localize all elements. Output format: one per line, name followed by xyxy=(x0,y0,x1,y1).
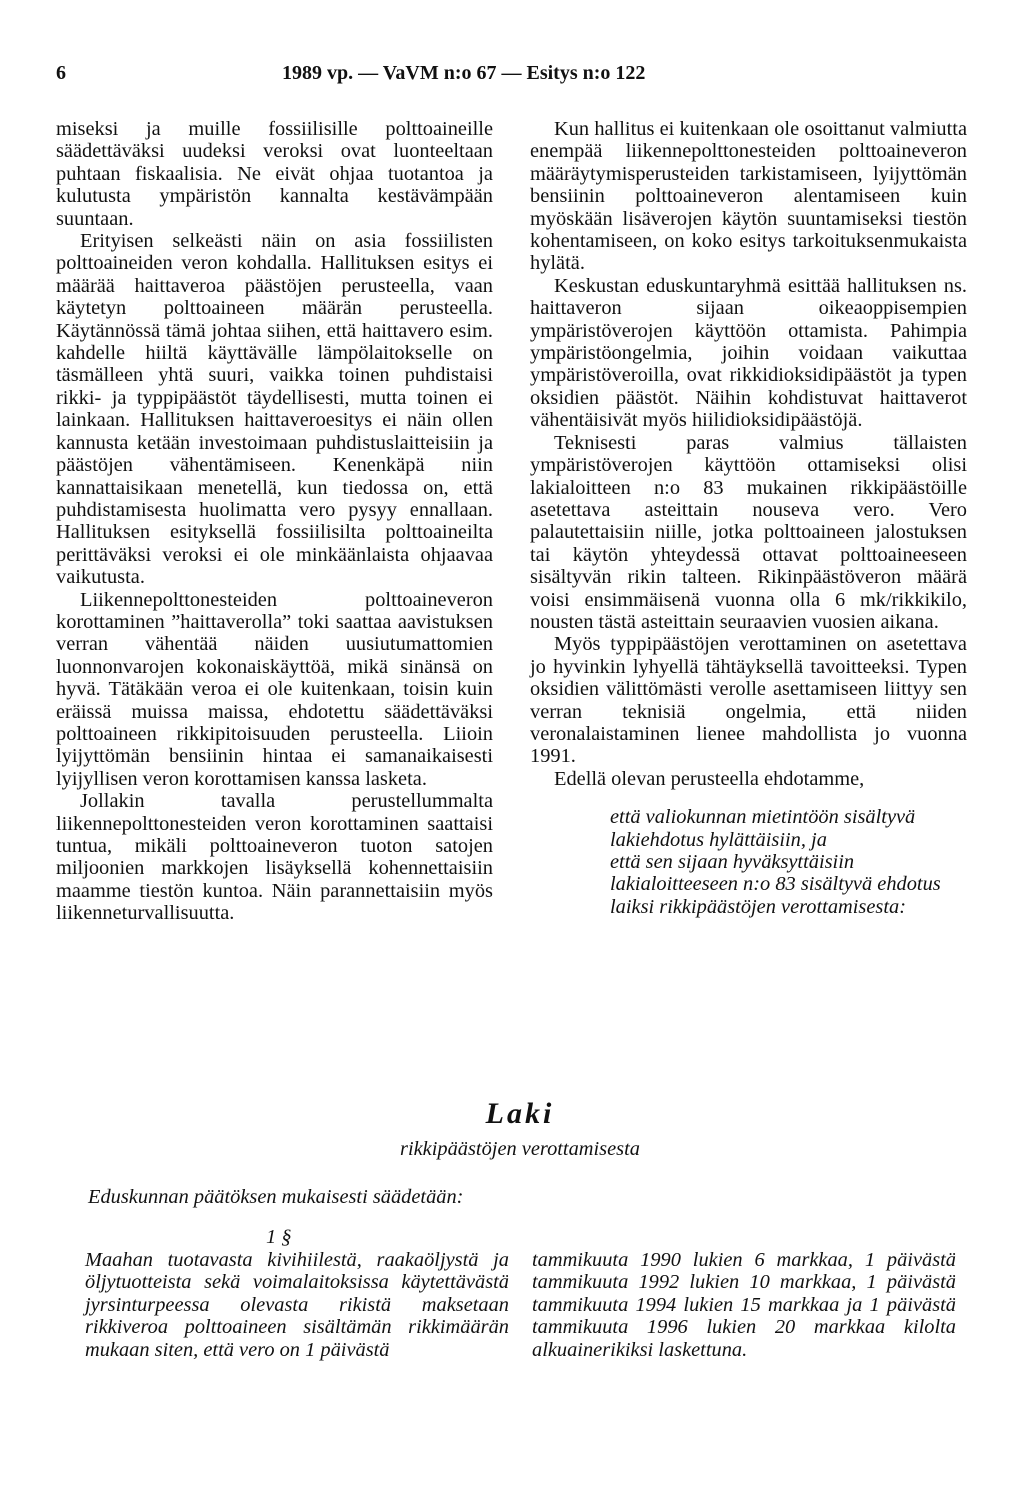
right-column xyxy=(530,118,967,918)
paragraph: miseksi ja muille fossiilisille polttoaineille säädettäväksi uudeksi veroksi ovat luonteeltaan puhtaan fiskaalisia. Ne eivät ohjaa tuotantoa ja kulutusta ympäristön kannalta kestävämpään suuntaan. xyxy=(56,118,493,230)
left-column xyxy=(56,118,493,925)
proposal-line: että valiokunnan mietintöön sisältyvä lakiehdotus hylättäisiin, ja xyxy=(610,806,916,851)
paragraph: Jollakin tavalla perustellummalta liikennepolttonesteiden veron korottaminen saattaisi tuntua, mikäli polttoaineveron tuoton satojen miljoonien markkojen lisäyksellä kohennettaisiin maamme tiestön kuntoa. Näin parannettaisiin myös liikenneturvallisuutta. xyxy=(56,790,493,925)
law-title: Laki xyxy=(485,1097,555,1130)
paragraph: Edellä olevan perusteella ehdotamme, xyxy=(554,767,865,790)
page-number: 6 xyxy=(56,62,66,84)
running-title: 1989 vp. — VaVM n:o 67 — Esitys n:o 122 xyxy=(282,62,646,84)
law-text-right: tammikuuta 1990 lukien 6 markkaa, 1 päivästä tammikuuta 1992 lukien 10 markkaa, 1 päivästä tammikuuta 1994 lukien 15 markkaa ja 1 päivästä tammikuuta 1996 lukien 20 markkaa kilolta alkuainerikiksi laskettuna. xyxy=(532,1249,956,1361)
page-header xyxy=(56,62,976,88)
paragraph: Teknisesti paras valmius tällaisten ympäristöverojen käyttöön ottamiseksi olisi lakialoitteen n:o 83 mukainen rikkipäästöille asetettava asteittain nouseva vero. Vero palautettaisiin niille, jotka polttoaineen jalostuksen tai käytön yhteydessä ottavat polttoaineeseen sisältyvän rikin talteen. Rikinpäästöveron määrä voisi ensimmäisenä vuonna olla 6 mk/rikkikilo, nousten tästä asteittain seuraavien vuosien aikana. xyxy=(530,431,967,633)
paragraph: Erityisen selkeästi näin on asia fossiilisten polttoaineiden veron kohdalla. Hallituksen esitys ei määrää haittaveroa päästöjen perusteella, vaan käytetyn polttoaineen määrän perusteella. Käytännössä tämä johtaa siihen, että haittavero esim. kahdelle hiiltä käyttävälle lämpölaitokselle on täsmälleen yhtä suuri, vaikka toinen puhdistaisi rikki- ja typpipäästöt täydellisesti, mutta toinen ei lainkaan. Hallituksen haittaveroesitys ei näin ollen kannusta ketään investoimaan puhdistuslaitteisiin ja päästöjen vähentämiseen. Kenenkäpä niin kannattaisikaan menetellä, kun tiedossa on, että puhdistamisesta huolimatta vero pysyy ennallaan. Hallituksen esityksellä fossiilisilta polttoaineilta perittäväksi veroksi ei ole minkäänlaista ohjaavaa vaikutusta. xyxy=(56,230,493,589)
paragraph: Keskustan eduskuntaryhmä esittää hallituksen ns. haittaveron sijaan oikeaoppisempien ympäristöverojen käyttöön ottamista. Pahimpia ympäristöongelmia, joihin voidaan vaikuttaa ympäristöveroilla, ovat rikkidioksidipäästöt ja typen oksidien päästöt. Näihin kohdistuvat haittaverot vähentäisivät myös hiilidioksidipäästöjä. xyxy=(530,274,967,432)
enactment-clause: Eduskunnan päätöksen mukaisesti säädetään: xyxy=(88,1186,464,1208)
paragraph: Myös typpipäästöjen verottaminen on asetettava jo hyvinkin lyhyellä tähtäyksellä tavoitteeksi. Typen oksidien välittömästi verolle asettamiseen liittyy sen verran teknisiä ongelmia, että niiden veronalaistaminen lienee mahdollista jo vuonna 1991. xyxy=(530,633,967,768)
proposal-line: että sen sijaan hyväksyttäisiin lakialoitteeseen n:o 83 sisältyvä ehdotus laiksi rikkipäästöjen verottamisesta: xyxy=(610,851,941,918)
paragraph: Liikennepolttonesteiden polttoaineveron korottaminen ”haittaverolla” toki saattaa aavistuksen verran vähentää näiden uusiutumattomien luonnonvarojen kokonaiskäyttöä, mikä sinänsä on hyvä. Tätäkään veroa ei ole kuitenkaan, toisin kuin eräissä muissa maissa, ehdotettu säädettäväksi polttoaineen rikkipitoisuuden perusteella. Liioin lyijyttömän bensiinin hintaa ei samanaikaisesti lyijyllisen veron korottamisen kanssa lasketa. xyxy=(56,588,493,790)
law-subtitle: rikkipäästöjen verottamisesta xyxy=(400,1138,640,1160)
section-number: 1 § xyxy=(266,1226,292,1248)
paragraph: Kun hallitus ei kuitenkaan ole osoittanut valmiutta enempää liikennepolttonesteiden polttoaineveron määräytymisperusteiden tarkistamiseen, lyijyttömän bensiinin polttoaineveron alentamiseen kuin myöskään lisäverojen käytön suuntamiseksi tiestön kohentamiseen, on koko esitys tarkoituksenmukaista hylätä. xyxy=(530,118,967,275)
law-text-left: Maahan tuotavasta kivihiilestä, raakaöljystä ja öljytuotteista sekä voimalaitoksissa käytettävästä jyrsinturpeessa olevasta rikistä maksetaan rikkiveroa polttoaineen sisältämän rikkimäärän mukaan siten, että vero on 1 päivästä xyxy=(85,1249,509,1361)
proposal xyxy=(610,806,967,918)
